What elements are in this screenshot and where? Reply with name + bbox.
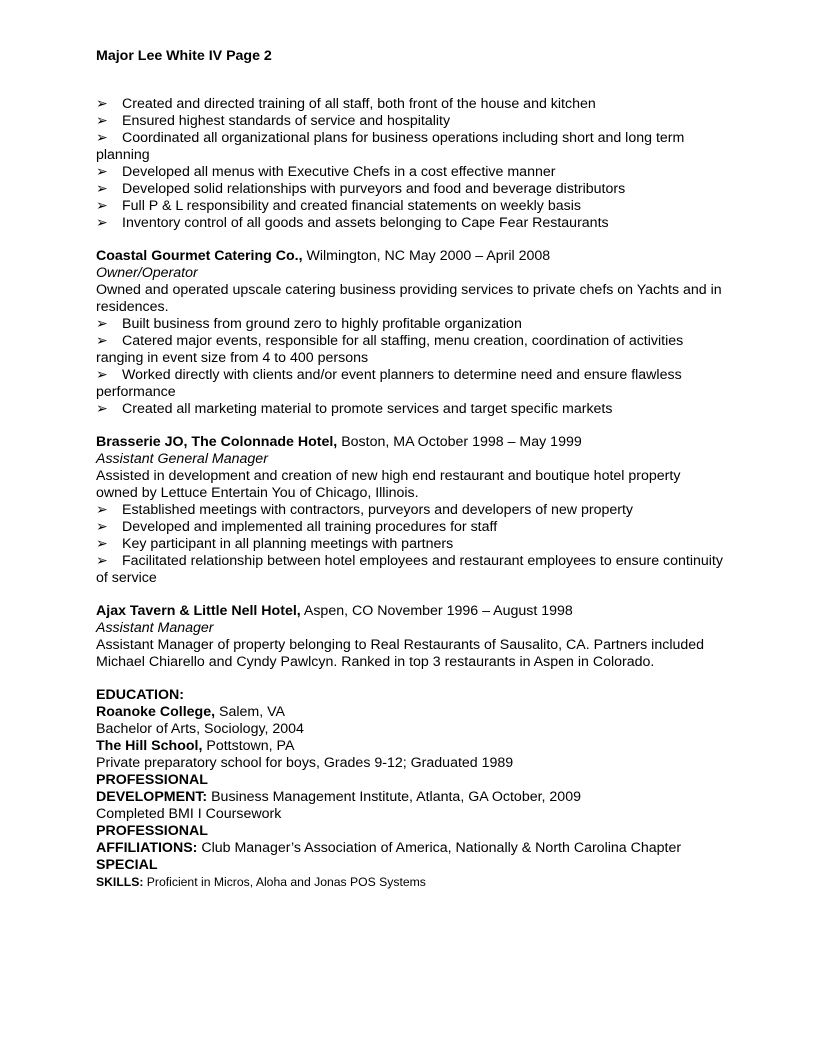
job-heading — [96, 603, 726, 620]
education-heading: EDUCATION: — [96, 687, 185, 703]
job-title: Assistant General Manager — [96, 451, 268, 467]
job-location-dates: Boston, MA October 1998 – May 1999 — [337, 434, 582, 450]
section-label: PROFESSIONAL — [96, 823, 208, 839]
list-item: ➢ Full P & L responsibility and created financial statements on weekly basis — [96, 198, 581, 214]
employer-name: Coastal Gourmet Catering Co., — [96, 248, 303, 264]
bullet-arrow-icon: ➢ — [96, 181, 108, 197]
bullet-arrow-icon: ➢ — [96, 198, 108, 214]
bullet-arrow-icon: ➢ — [96, 113, 108, 129]
employer-name: Brasserie JO, The Colonnade Hotel, — [96, 434, 338, 450]
school-name: The Hill School, — [96, 738, 203, 754]
list-item: ➢ Facilitated relationship between hotel employees and restaurant employees to ensure continuity of service — [96, 553, 723, 586]
school-name: Roanoke College, — [96, 704, 216, 720]
bullet-arrow-icon: ➢ — [96, 502, 108, 518]
intro-bullet-list — [96, 96, 726, 232]
job-summary: Assisted in development and creation of new high end restaurant and boutique hotel property owned by Lettuce Entertain You of Chicago, Illinois. — [96, 468, 681, 501]
section-line — [96, 874, 726, 890]
section-text: Club Manager’s Association of America, Nationally & North Carolina Chapter — [197, 840, 682, 856]
list-item: ➢ Key participant in all planning meetings with partners — [96, 536, 454, 552]
list-item: ➢ Worked directly with clients and/or event planners to determine need and ensure flawless performance — [96, 367, 682, 400]
list-item: ➢ Coordinated all organizational plans for business operations including short and long term planning — [96, 130, 685, 163]
education-section — [96, 687, 726, 772]
bullet-arrow-icon: ➢ — [96, 553, 108, 569]
list-item: ➢ Built business from ground zero to highly profitable organization — [96, 316, 522, 332]
list-item: ➢ Developed and implemented all training procedures for staff — [96, 519, 498, 535]
school-location: Salem, VA — [215, 704, 285, 720]
school-detail: Private preparatory school for boys, Grades 9-12; Graduated 1989 — [96, 755, 514, 771]
section-line — [96, 840, 726, 857]
section-detail: Completed BMI I Coursework — [96, 806, 282, 822]
list-item: ➢ Developed all menus with Executive Chefs in a cost effective manner — [96, 164, 556, 180]
bullet-arrow-icon: ➢ — [96, 333, 108, 349]
list-item: ➢ Created and directed training of all staff, both front of the house and kitchen — [96, 96, 596, 112]
section-label: SPECIAL — [96, 857, 158, 873]
bullet-arrow-icon: ➢ — [96, 130, 108, 146]
job-summary: Assistant Manager of property belonging to Real Restaurants of Sausalito, CA. Partners included Michael Chiarello and Cyndy Pawlcyn. Ranked in top 3 restaurants in Aspen in Colorado. — [96, 637, 705, 670]
list-item: ➢ Created all marketing material to promote services and target specific markets — [96, 401, 613, 417]
bullet-arrow-icon: ➢ — [96, 401, 108, 417]
bullet-arrow-icon: ➢ — [96, 316, 108, 332]
bullet-arrow-icon: ➢ — [96, 367, 108, 383]
section-label: AFFILIATIONS: — [96, 840, 198, 856]
section-label: SKILLS: — [96, 875, 144, 889]
professional-affiliations-section — [96, 823, 726, 857]
school-entry — [96, 704, 726, 721]
school-entry — [96, 738, 726, 755]
bullet-arrow-icon: ➢ — [96, 96, 108, 112]
bullet-arrow-icon: ➢ — [96, 215, 108, 231]
list-item: ➢ Catered major events, responsible for all staffing, menu creation, coordination of activities ranging in event size from 4 to 400 persons — [96, 333, 684, 366]
section-line — [96, 789, 726, 806]
job-brasserie-jo — [96, 434, 726, 587]
professional-development-section — [96, 772, 726, 823]
list-item: ➢ Inventory control of all goods and assets belonging to Cape Fear Restaurants — [96, 215, 609, 231]
list-item: ➢ Ensured highest standards of service and hospitality — [96, 113, 451, 129]
job-heading — [96, 434, 726, 451]
job-summary: Owned and operated upscale catering business providing services to private chefs on Yachts and in residences. — [96, 282, 722, 315]
school-location: Pottstown, PA — [202, 738, 295, 754]
job-coastal-gourmet — [96, 248, 726, 418]
job-heading — [96, 248, 726, 265]
section-label: PROFESSIONAL — [96, 772, 208, 788]
section-text: Business Management Institute, Atlanta, GA October, 2009 — [207, 789, 581, 805]
page-header: Major Lee White IV Page 2 — [96, 48, 272, 64]
section-text: Proficient in Micros, Aloha and Jonas POS Systems — [143, 875, 426, 889]
job-ajax-tavern — [96, 603, 726, 671]
bullet-arrow-icon: ➢ — [96, 536, 108, 552]
list-item: ➢ Developed solid relationships with purveyors and food and beverage distributors — [96, 181, 626, 197]
job-location-dates: Aspen, CO November 1996 – August 1998 — [300, 603, 573, 619]
job-title: Assistant Manager — [96, 620, 214, 636]
section-label: DEVELOPMENT: — [96, 789, 208, 805]
resume-page — [96, 48, 726, 890]
job-title: Owner/Operator — [96, 265, 198, 281]
bullet-arrow-icon: ➢ — [96, 519, 108, 535]
special-skills-section — [96, 857, 726, 890]
job-location-dates: Wilmington, NC May 2000 – April 2008 — [302, 248, 551, 264]
list-item: ➢ Established meetings with contractors, purveyors and developers of new property — [96, 502, 634, 518]
employer-name: Ajax Tavern & Little Nell Hotel, — [96, 603, 301, 619]
bullet-arrow-icon: ➢ — [96, 164, 108, 180]
school-detail: Bachelor of Arts, Sociology, 2004 — [96, 721, 304, 737]
